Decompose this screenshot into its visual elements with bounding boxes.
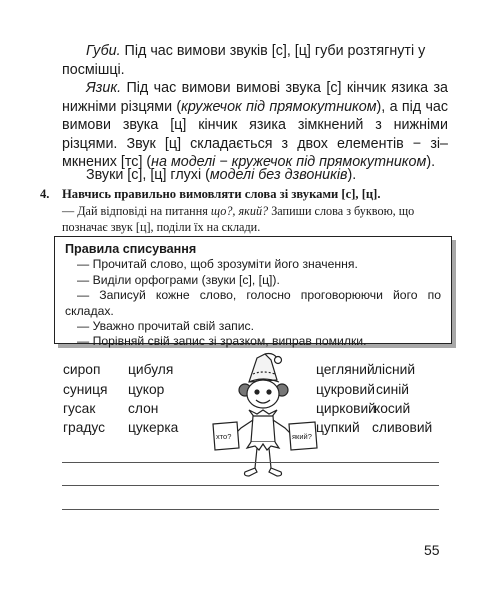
word-item: сливовий	[372, 420, 433, 435]
word-item: цирковий	[316, 401, 376, 416]
page-number: 55	[424, 542, 440, 558]
word-item: градус	[63, 420, 106, 435]
word-item: суниця	[63, 382, 108, 397]
exercise-title: Навчись правильно вимовляти слова зі звуками [с], [ц].	[62, 187, 381, 201]
writing-line	[62, 509, 439, 510]
word-item: лісний	[374, 362, 416, 377]
paragraph-voiceless-text-2: ).	[347, 167, 357, 183]
rule-item: — Виділи орфограми (звуки [с], [ц]).	[77, 272, 280, 287]
word-item: цукерка	[128, 420, 179, 435]
rule-item: — Порівняй свій запис зі зразком, виправ помилки.	[77, 334, 367, 349]
exercise-instruction-questions: що?, який?	[210, 204, 269, 218]
paragraph-tongue-text-2: ), а під час вимови звука [ц] кінчик язика зімкнений з нижніми різцями. Звук [ц] складається з двох елементів − зі–мкнених [тс] (	[62, 98, 448, 170]
sign-which-label: який?	[292, 432, 312, 441]
paragraph-lips-label: Губи.	[86, 43, 121, 59]
exercise-instruction	[62, 204, 450, 235]
elf-illustration	[205, 352, 325, 480]
word-item: цукровий	[316, 382, 375, 397]
copying-rules-title: Правила списування	[65, 242, 197, 256]
word-item: слон	[128, 401, 159, 416]
paragraph-lips-text: Під час вимови звуків [с], [ц] губи розтягнуті у посмішці.	[62, 43, 426, 78]
word-item: цегляний	[316, 362, 375, 377]
copying-rules-box	[54, 236, 452, 349]
word-item: сироп	[63, 362, 101, 377]
paragraph-tongue-model-1: кружечок під прямокутником	[181, 98, 377, 115]
exercise-instruction-text-2: Запиши слова з буквою, що позначає звук [ц], поділи їх на склади.	[62, 204, 415, 234]
word-item: косий	[374, 401, 411, 416]
paragraph-tongue-text-1: Під час вимови вимові звука [с] кінчик язика за нижніми різцями (	[62, 80, 448, 115]
rule-item: — Прочитай слово, щоб зрозуміти його значення.	[77, 257, 358, 272]
paragraph-lips	[62, 42, 448, 79]
exercise-number: 4.	[40, 187, 50, 201]
paragraph-voiceless-text-1: Звуки [с], [ц] глухі (	[86, 167, 210, 183]
exercise-header	[40, 187, 460, 202]
paragraph-tongue-model-2: на моделі − кружечок під прямокутником	[151, 154, 427, 170]
paragraph-tongue	[62, 79, 448, 172]
word-item: гусак	[63, 401, 96, 416]
rule-item: — Уважно прочитай свій запис.	[77, 319, 254, 334]
rule-item: — Записуй кожне слово, голосно проговорюючи його по складах.	[65, 288, 441, 318]
word-item: синій	[376, 382, 409, 397]
writing-line	[62, 462, 439, 463]
paragraph-tongue-label: Язик.	[86, 80, 122, 96]
word-item: цукор	[128, 382, 165, 397]
exercise-instruction-text-1: — Дай відповіді на питання	[62, 204, 211, 218]
paragraph-voiceless	[62, 166, 448, 185]
paragraph-tongue-text-3: ).	[426, 154, 436, 170]
paragraph-voiceless-model: моделі без дзвоників	[209, 167, 348, 183]
word-item: цупкий	[316, 420, 360, 435]
word-item: цибуля	[128, 362, 174, 377]
writing-line	[62, 485, 439, 486]
sign-who-label: хто?	[216, 432, 232, 441]
